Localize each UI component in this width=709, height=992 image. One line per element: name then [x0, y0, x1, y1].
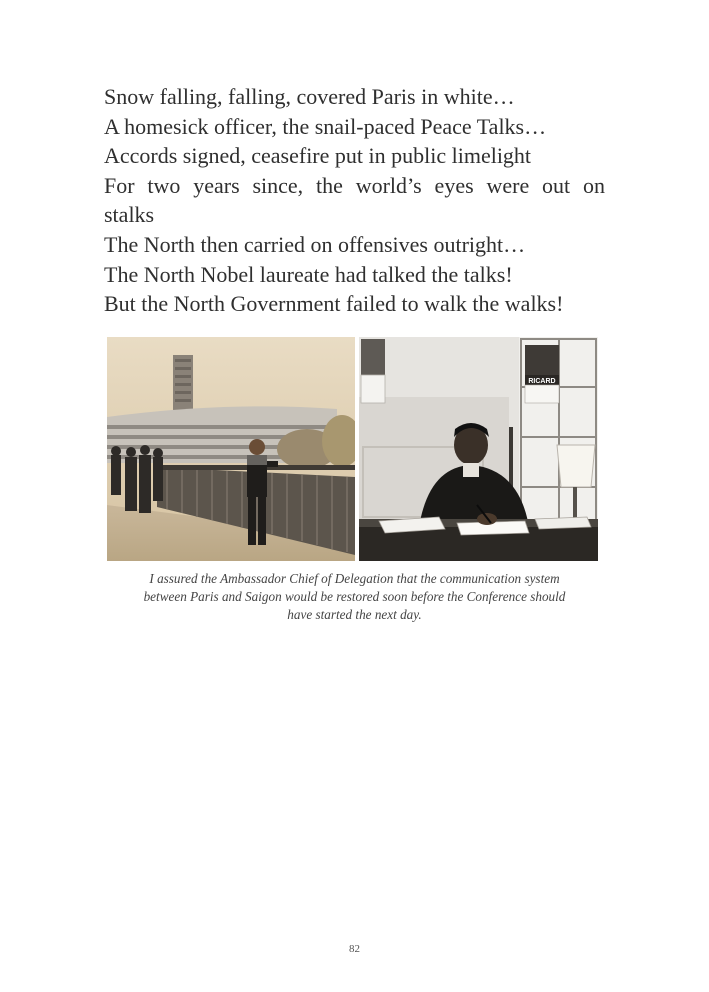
poem-stanza	[104, 82, 605, 319]
poem-line: stalks	[104, 202, 155, 228]
photo-caption	[108, 570, 601, 624]
page-number: 82	[349, 943, 360, 955]
poem-line: Snow falling, falling, covered Paris in white…	[104, 84, 515, 109]
poem-line: A homesick officer, the snail-paced Peace Talks…	[104, 113, 547, 139]
ricard-calendar-label: RICARD	[528, 378, 556, 385]
poem-line: The North then carried on offensives outright…	[104, 231, 526, 257]
poem-line: Accords signed, ceasefire put in public limelight	[104, 143, 532, 169]
photo-pair	[107, 337, 598, 561]
caption-line: I assured the Ambassador Chief of Delegation that the communication system	[149, 571, 560, 586]
poem-line: For two years since, the world’s eyes were out on	[104, 172, 605, 198]
caption-line: have started the next day.	[287, 607, 422, 622]
caption-line: between Paris and Saigon would be restored soon before the Conference should	[143, 589, 566, 604]
office-desk-photo	[359, 337, 598, 561]
poem-line: But the North Government failed to walk the walks!	[104, 291, 564, 317]
poem-line: The North Nobel laureate had talked the talks!	[104, 261, 513, 287]
paris-bridge-photo	[107, 337, 355, 561]
